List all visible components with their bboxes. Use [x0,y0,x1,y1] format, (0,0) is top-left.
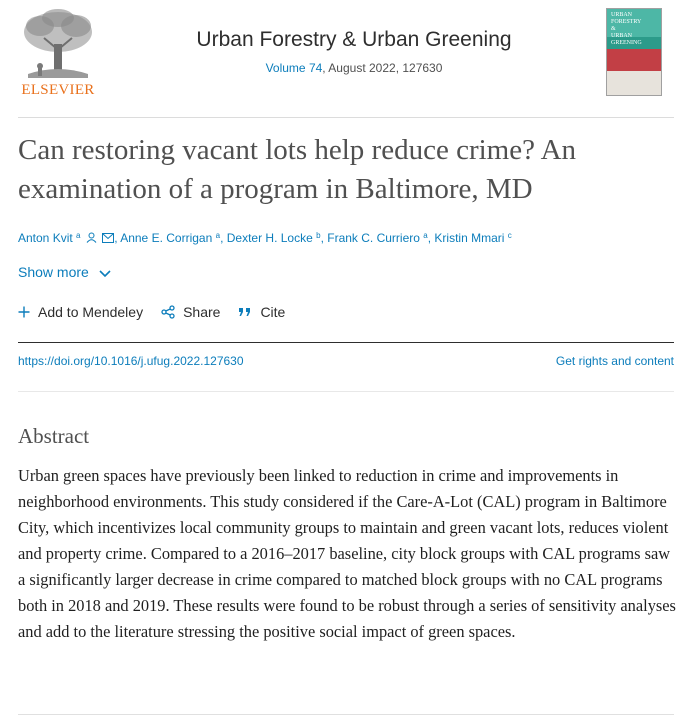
journal-cover-thumbnail[interactable] [606,8,662,96]
add-to-mendeley-button[interactable] [18,304,143,320]
share-button[interactable] [161,304,220,320]
article-actions [18,304,285,320]
cover-band-bottom [607,71,661,96]
author-separator: , [220,231,227,245]
quote-icon [238,306,252,318]
author-link[interactable]: Dexter H. Locke [226,231,313,245]
journal-meta [110,61,598,75]
abstract-divider [18,714,674,715]
volume-link[interactable]: Volume 74 [265,61,323,75]
author-separator: , [320,231,328,245]
author-affiliation[interactable]: c [507,231,512,240]
author-affiliation[interactable]: b [316,231,321,240]
issue-info: , August 2022, 127630 [322,61,443,75]
show-more-label: Show more [18,264,89,280]
actions-divider [18,342,674,343]
author-separator: , [427,231,435,245]
abstract-heading: Abstract [18,424,90,448]
email-icon[interactable] [102,233,114,243]
article-title: Can restoring vacant lots help reduce crime? An examination of a program in Baltimore, MD [18,134,577,205]
chevron-down-icon [99,270,111,278]
rights-link[interactable]: Get rights and content [555,354,674,368]
share-icon [161,305,175,319]
journal-title-link[interactable]: Urban Forestry & Urban Greening [196,28,512,51]
tree-logo-icon [18,8,98,80]
plus-icon [18,306,30,318]
author-separator: , [114,231,121,245]
show-more-button[interactable] [18,264,111,280]
elsevier-logo[interactable] [18,8,98,98]
author-link[interactable]: Anne E. Corrigan [120,231,213,245]
journal-header [110,28,598,75]
cover-title: URBAN FORESTRY & URBAN GREENING [611,12,642,46]
share-label: Share [183,304,221,320]
section-divider [18,391,674,392]
publisher-name: ELSEVIER [21,82,95,98]
author-affiliation[interactable]: a [76,231,81,240]
person-icon[interactable] [86,232,97,243]
abstract-text: Urban green spaces have previously been linked to reduction in crime and improvements in neighborhood environments. This study considered if the Care-A-Lot (CAL) program in Baltimore City, which incentivizes local community groups to maintain and green vacant lots, reduces violent and property crime. Compared to a 2016–2017 baseline, city block groups with CAL programs saw a significantly larger decrease in crime compared to matched block groups with no CAL programs both in 2018 and 2019. These results were found to be robust through a series of sensitivity analyses and add to the literature stressing the positive social impact of green spaces. [18,466,676,641]
header-divider [18,117,674,118]
doi-link[interactable]: https://doi.org/10.1016/j.ufug.2022.127630 [18,354,244,368]
author-list [18,231,512,245]
author-affiliation[interactable]: a [215,231,221,240]
author-link[interactable]: Anton Kvit [18,231,73,245]
author-affiliation[interactable]: a [423,231,428,240]
cover-band-red [607,49,661,71]
author-link[interactable]: Frank C. Curriero [327,231,420,245]
cite-button[interactable] [238,304,285,320]
add-to-mendeley-label: Add to Mendeley [38,304,144,320]
cite-label: Cite [260,304,286,320]
author-link[interactable]: Kristin Mmari [434,231,505,245]
